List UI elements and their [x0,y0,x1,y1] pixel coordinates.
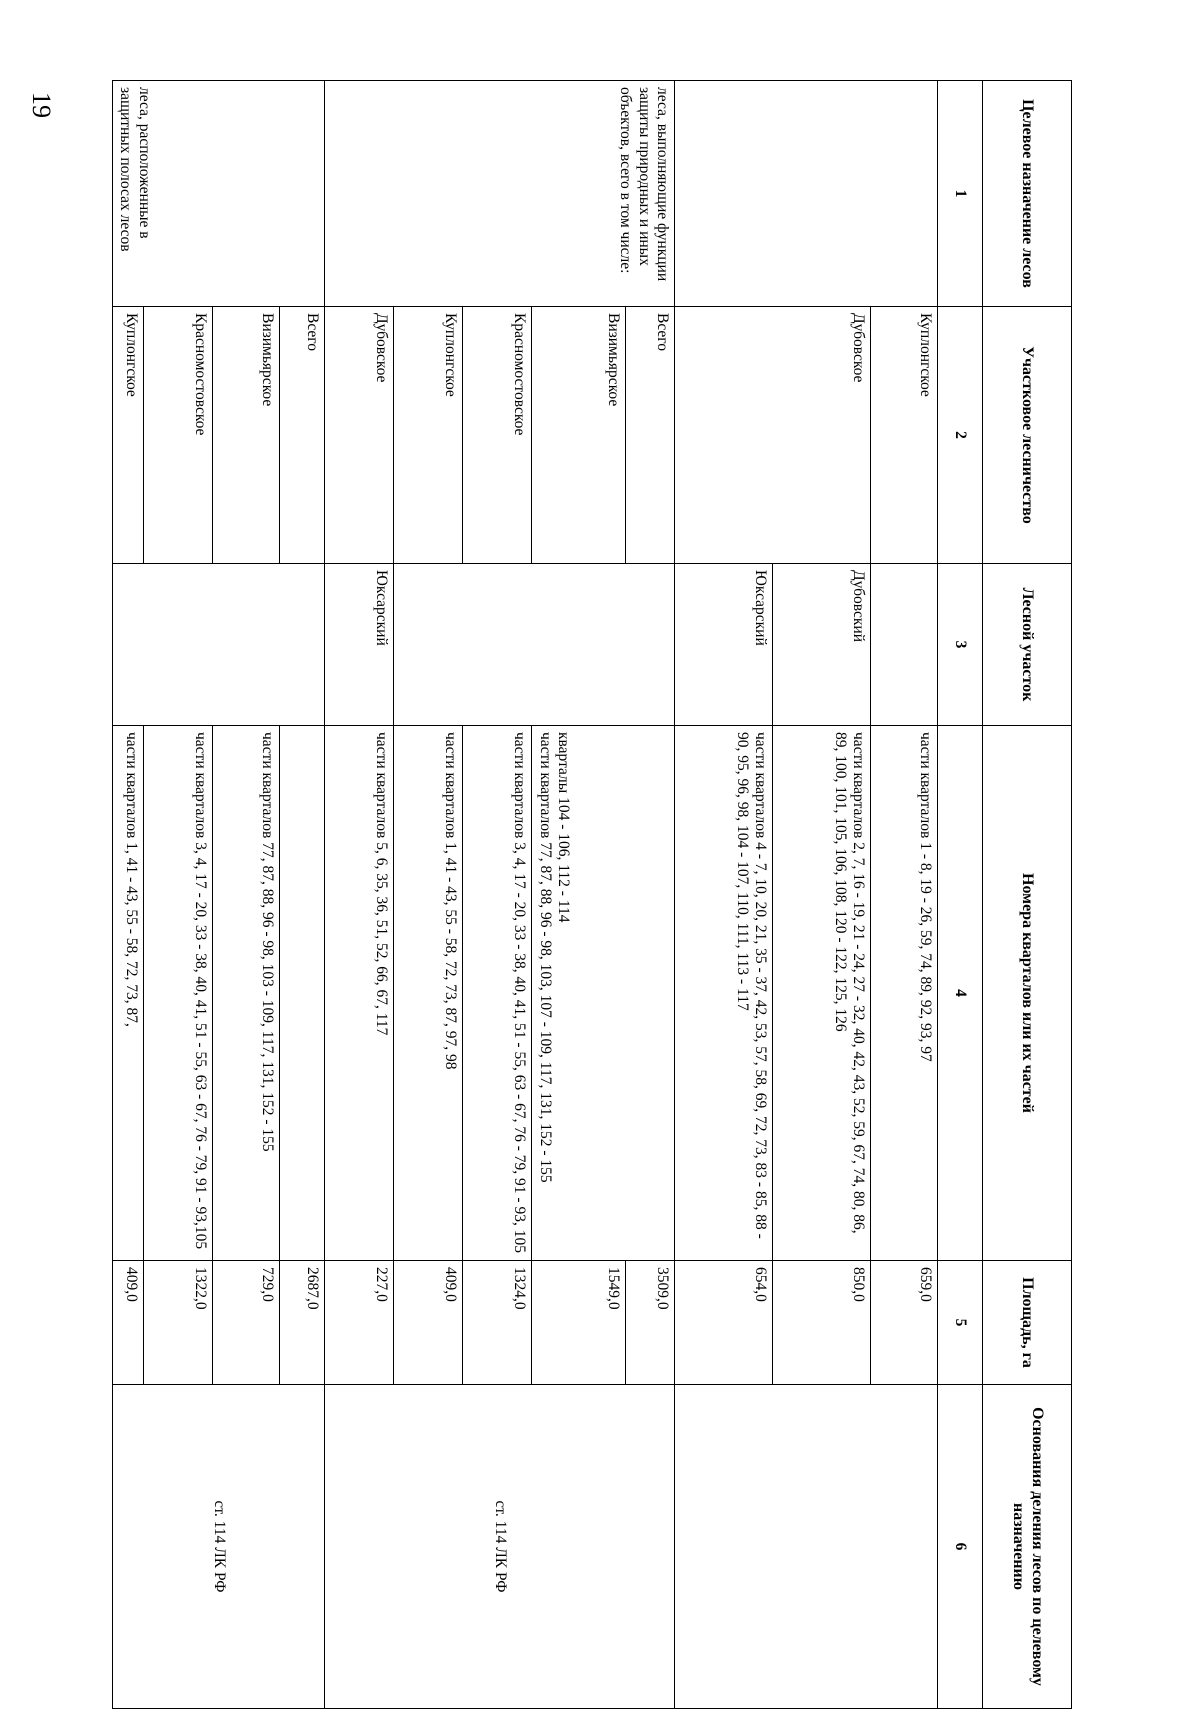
header-quarters: Номера кварталов или их частей [982,726,1071,1261]
area-cell: 227,0 [324,1261,393,1385]
header-purpose: Целевое назначение лесов [982,81,1071,307]
district-cell: Красномостовское [463,307,532,564]
basis-cell: ст. 114 ЛК РФ [113,1385,325,1709]
header-basis: Основания деления лесов по целевому назначению [982,1385,1071,1709]
district-cell: Всего [280,307,325,564]
quarters-cell: кварталы 104 - 106, 112 - 114 части кварталов 77, 87, 88, 96 - 98, 103, 107 - 109, 117, 131, 152 - 155 [532,726,675,1261]
col-number: 5 [938,1261,983,1385]
purpose-cell: леса, расположенные в защитных полосах лесов [113,81,325,307]
district-cell: Дубовское [675,307,871,564]
plot-cell: Юксарский [324,564,393,726]
quarters-cell: части кварталов 2, 7, 16 - 19, 21 - 24, 27 - 32, 40, 42, 43, 52, 59, 67, 74, 80, 86, 89, 100, 101, 105, 106, 108, 120 - 122, 125, 126 [773,726,871,1261]
quarters-cell: части кварталов 4 - 7, 10, 20, 21, 35 - 37, 42, 53, 57, 58, 69, 72, 73, 83 - 85, 88 - 90, 95, 96, 98, 104 - 107, 110, 111, 113 - 117 [675,726,773,1261]
basis-cell: ст. 114 ЛК РФ [324,1385,674,1709]
col-number: 6 [938,1385,983,1709]
plot-cell-empty [394,564,675,726]
quarters-cell-empty [280,726,325,1261]
quarters-cell: части кварталов 1, 41 - 43, 55 - 58, 72, 73, 87, [113,726,144,1261]
district-cell: Визимьярское [532,307,626,564]
district-cell: Визимьярское [213,307,280,564]
area-cell: 1324,0 [463,1261,532,1385]
district-cell: Красномостовское [144,307,213,564]
quarters-cell: части кварталов 3, 4, 17 - 20, 33 - 38, 40, 41, 51 - 55, 63 - 67, 76 - 79, 91 - 93, 105 [463,726,532,1261]
district-cell: Куплонгское [871,307,938,564]
col-number: 3 [938,564,983,726]
column-number-row [938,81,983,1709]
area-cell: 1549,0 [532,1261,626,1385]
header-district: Участковое лесничество [982,307,1071,564]
basis-cell-empty [675,1385,938,1709]
table-row [280,81,325,1709]
quarters-cell: части кварталов 1, 41 - 43, 55 - 58, 72, 73, 87, 97, 98 [394,726,463,1261]
table-row [625,81,674,1709]
district-cell: Куплонгское [113,307,144,564]
area-cell: 729,0 [213,1261,280,1385]
quarters-cell: части кварталов 77, 87, 88, 96 - 98, 103 - 109, 117, 131, 152 - 155 [213,726,280,1261]
col-number: 2 [938,307,983,564]
header-plot: Лесной участок [982,564,1071,726]
plot-cell: Юксарский [675,564,773,726]
quarters-cell: части кварталов 1 - 8, 19 - 26, 59, 74, 89, 92, 93, 97 [871,726,938,1261]
district-cell: Куплонгское [394,307,463,564]
rotated-page-content [112,80,1072,1708]
area-cell: 654,0 [675,1261,773,1385]
area-cell: 850,0 [773,1261,871,1385]
plot-cell-empty [113,564,325,726]
quarters-cell: части кварталов 3, 4, 17 - 20, 33 - 38, 40, 41, 51 - 55, 63 - 67, 76 - 79, 91 - 93,105 [144,726,213,1261]
page-number: 19 [27,92,56,118]
plot-cell [871,564,938,726]
col-number: 4 [938,726,983,1261]
quarters-cell: части кварталов 5, 6, 35, 36, 51, 52, 66, 67, 117 [324,726,393,1261]
area-cell: 409,0 [394,1261,463,1385]
area-cell: 659,0 [871,1261,938,1385]
area-cell: 1322,0 [144,1261,213,1385]
header-area: Площадь, га [982,1261,1071,1385]
area-cell: 409,0 [113,1261,144,1385]
district-cell: Всего [625,307,674,564]
district-cell: Дубовское [324,307,393,564]
forest-purpose-table [112,80,1072,1709]
header-row [982,81,1071,1709]
purpose-cell: леса, выполняющие функции защиты природных и иных объектов, всего в том числе: [324,81,674,307]
area-cell: 2687,0 [280,1261,325,1385]
area-cell: 3509,0 [625,1261,674,1385]
purpose-cell-empty [675,81,938,307]
plot-cell: Дубовский [773,564,871,726]
table-row [871,81,938,1709]
col-number: 1 [938,81,983,307]
